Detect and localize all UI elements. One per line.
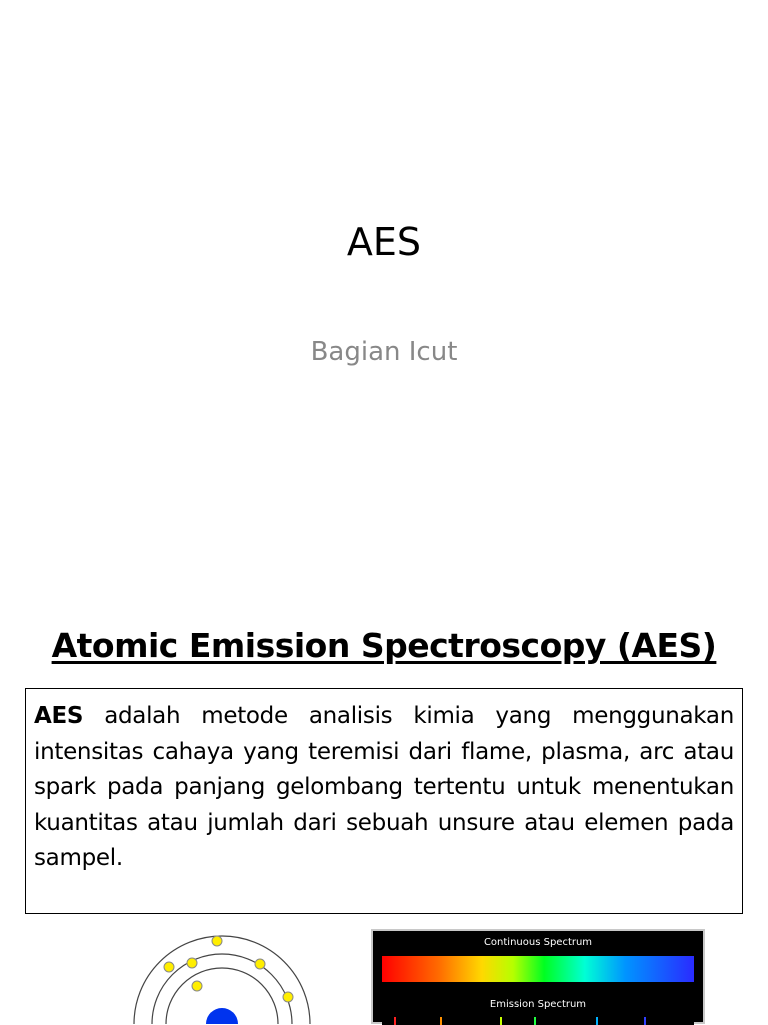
continuous-spectrum-band bbox=[382, 956, 694, 982]
content-slide-title-text: Atomic Emission Spectroscopy (AES) bbox=[51, 626, 717, 665]
atom-electron bbox=[187, 958, 197, 968]
atom-diagram-image bbox=[112, 932, 342, 1024]
definition-box bbox=[25, 688, 743, 914]
spectrum-image bbox=[371, 929, 705, 1024]
slide-title: AES bbox=[346, 220, 422, 264]
atom-electron bbox=[164, 962, 174, 972]
atom-electron bbox=[283, 992, 293, 1002]
definition-text: adalah metode analisis kimia yang menggunakan intensitas cahaya yang teremisi dari flame, plasma, arc atau spark pada panjang gelombang tertentu untuk menentukan kuantitas atau jumlah dari sebuah unsure atau elemen pada sampel. bbox=[34, 703, 734, 871]
emission-spectrum-label: Emission Spectrum bbox=[489, 999, 587, 1010]
atom-nucleus bbox=[206, 1008, 238, 1024]
content-slide bbox=[0, 576, 768, 1024]
atom-electron bbox=[255, 959, 265, 969]
continuous-spectrum-label: Continuous Spectrum bbox=[483, 937, 593, 948]
atom-electron bbox=[212, 936, 222, 946]
content-slide-title bbox=[0, 618, 768, 674]
atom-electron bbox=[192, 981, 202, 991]
definition-term: AES bbox=[34, 703, 84, 729]
slide-subtitle: Bagian Icut bbox=[310, 337, 458, 367]
